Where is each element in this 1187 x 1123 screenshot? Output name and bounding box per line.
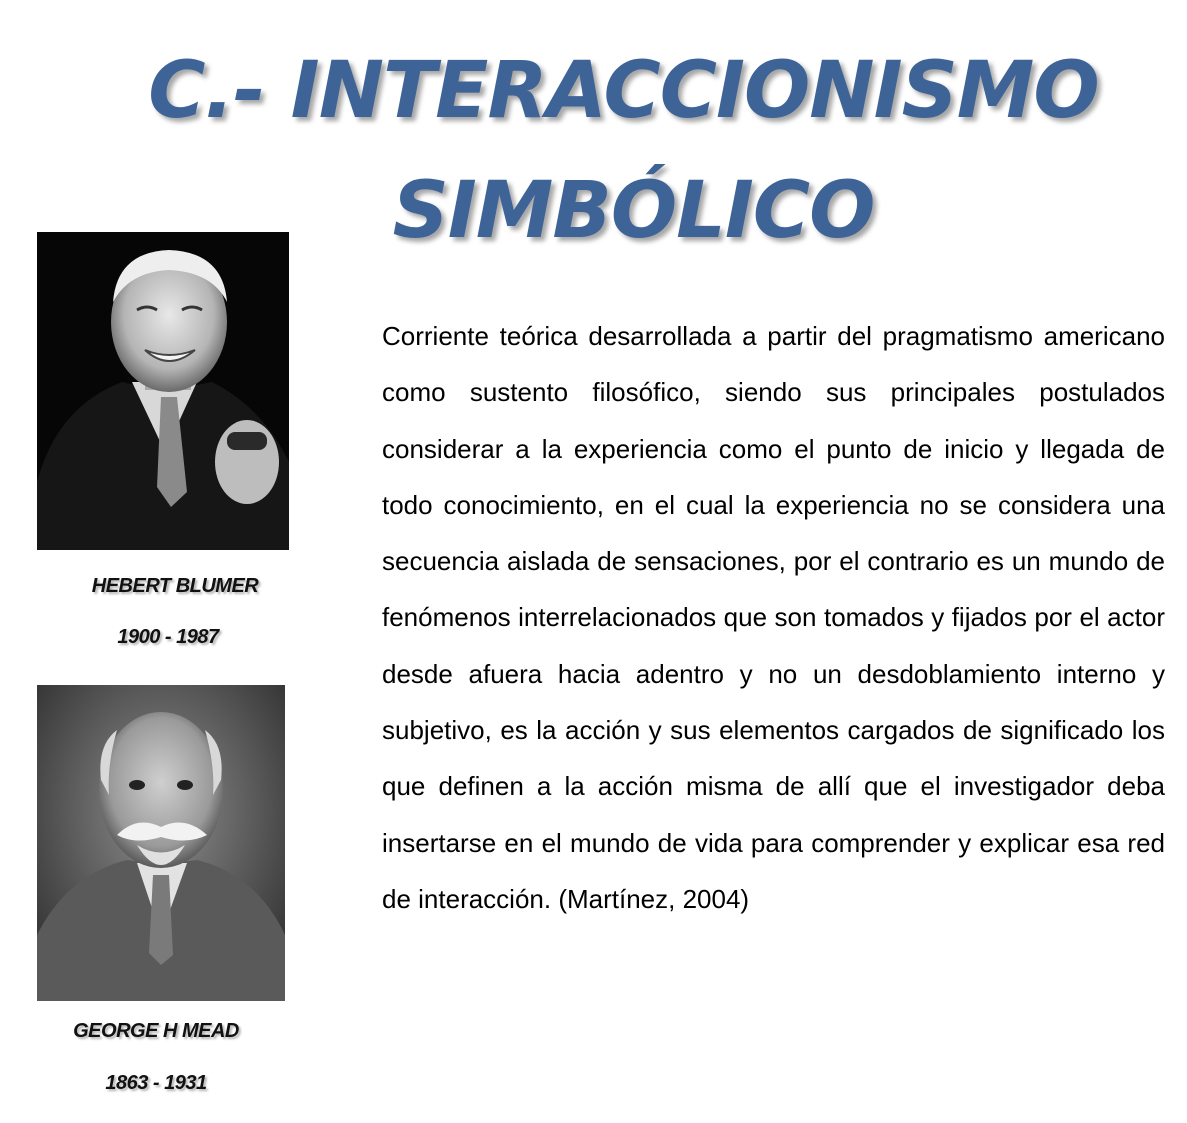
- description-paragraph: Corriente teórica desarrollada a partir del pragmatismo americano como sustento filosófico, siendo sus principales postulados considerar a la experiencia como el punto de inicio y llegada de todo conocimiento, en el cual la experiencia no se considera una secuencia aislada de sensaciones, por el contrario es un mundo de fenómenos interrelacionados que son tomados y fijados por el actor desde afuera hacia adentro y no un desdoblamiento interno y subjetivo, es la acción y sus elementos cargados de significado los que definen a la acción misma de allí que el investigador deba insertarse en el mundo de vida para comprender y explicar esa red de interacción. (Martínez, 2004): [382, 321, 1165, 914]
- person-name-mead: GEORGE H MEAD: [73, 1020, 239, 1042]
- page-title-line-2: SIMBÓLICO: [392, 166, 875, 256]
- portrait-photo-mead: [37, 685, 285, 1001]
- person-name-blumer: HEBERT BLUMER: [91, 575, 259, 597]
- person-years-blumer: 1900 - 1987: [117, 626, 219, 648]
- person-years-mead: 1863 - 1931: [105, 1072, 207, 1094]
- page-title-line-1: C.- INTERACCIONISMO: [148, 46, 1099, 136]
- portrait-photo-blumer: [37, 232, 289, 550]
